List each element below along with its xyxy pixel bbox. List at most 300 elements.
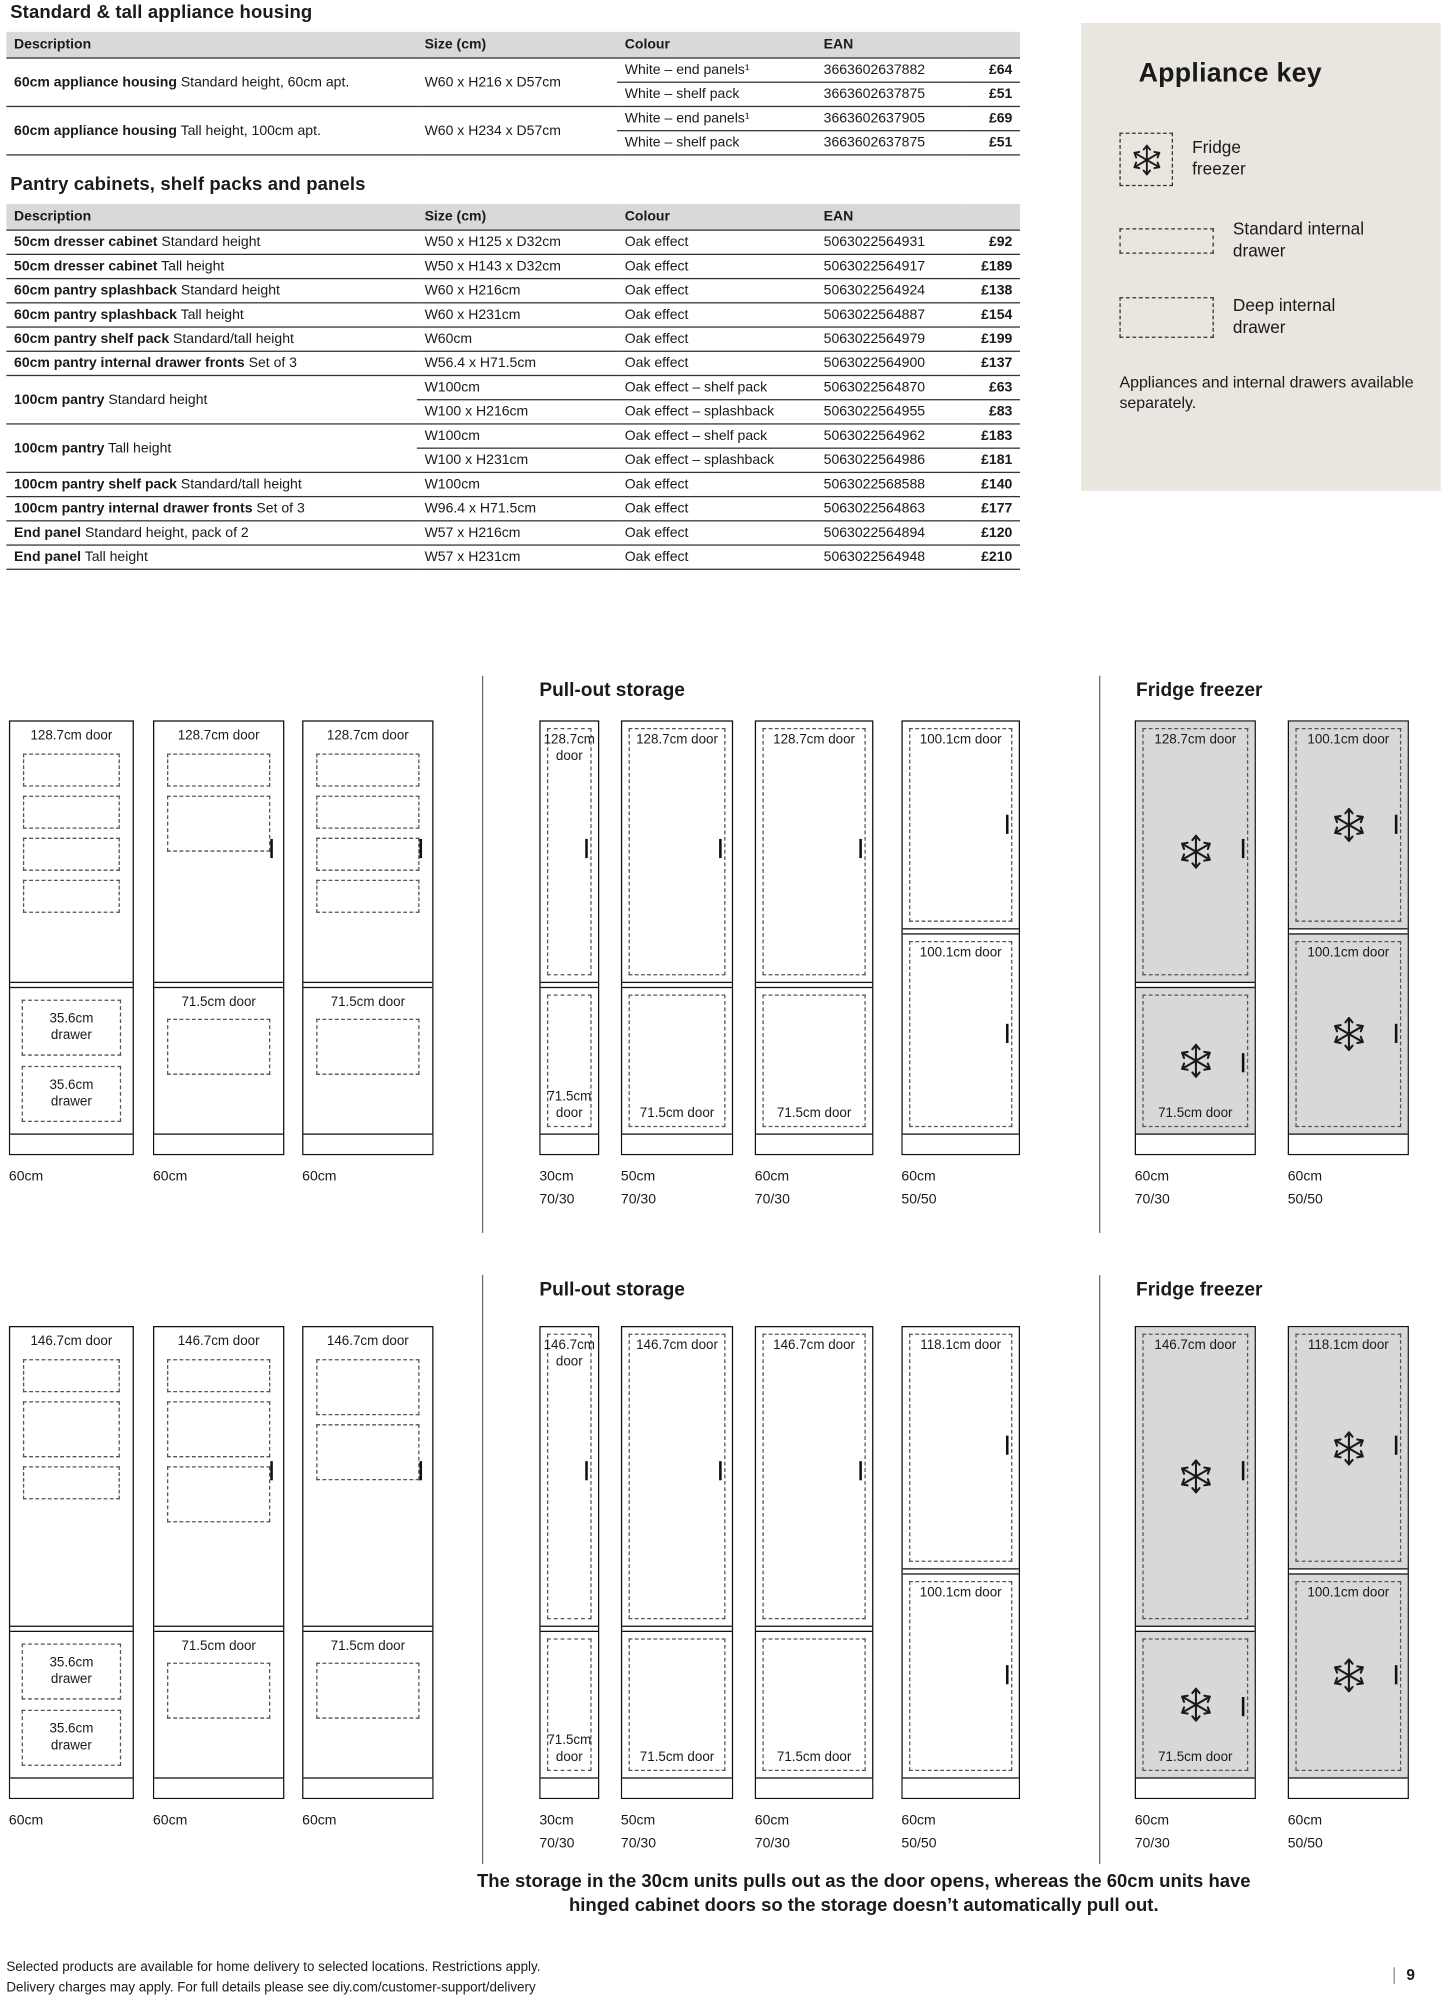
door-label: 146.7cm door xyxy=(1154,1337,1237,1353)
cabinet-bottom-door xyxy=(10,986,132,1134)
cabinet-top-door xyxy=(1289,722,1408,930)
cabinet-unit xyxy=(9,1326,134,1798)
split-ratio-value: 50/50 xyxy=(1287,1835,1323,1851)
cabinet-top-door xyxy=(10,722,132,983)
cell-colour: Oak effect xyxy=(617,254,816,278)
cell-colour: Oak effect xyxy=(617,327,816,351)
door-label: 128.7cm door xyxy=(773,731,856,748)
cabinet-plinth xyxy=(622,1134,732,1153)
door-label: 100.1cm door xyxy=(1307,731,1390,748)
cell-price: £64 xyxy=(963,58,1020,82)
product-name: 50cm dresser cabinet xyxy=(14,258,158,275)
product-variant: Tall height, 100cm apt. xyxy=(180,123,321,139)
cell-price: £189 xyxy=(963,254,1020,278)
snowflake-icon xyxy=(1329,1014,1367,1052)
door-outline xyxy=(909,1580,1012,1770)
cabinet-plinth xyxy=(1289,1778,1408,1797)
cell-price: £140 xyxy=(963,472,1020,496)
door-handle xyxy=(585,1462,587,1481)
internal-drawer-outline xyxy=(316,753,419,786)
cabinet-top-door xyxy=(622,1327,732,1627)
door-outline xyxy=(629,1334,726,1620)
cell-size: W100cm xyxy=(417,424,617,448)
snowflake-icon xyxy=(1176,1457,1214,1495)
product-variant: Standard/tall height xyxy=(173,331,294,347)
cabinet-width-label xyxy=(302,1811,336,1833)
cabinet-top-door xyxy=(154,1327,283,1627)
cabinet-plinth xyxy=(10,1134,132,1153)
fridge-freezer-heading: Fridge freezer xyxy=(1136,679,1263,702)
divider-line xyxy=(482,1275,483,1864)
door-label: 71.5cm door xyxy=(181,993,256,1010)
door-label: 146.7cm door xyxy=(773,1337,856,1353)
cabinet-width-label xyxy=(1288,1167,1323,1212)
cell-size: W100 x H231cm xyxy=(417,448,617,472)
width-value: 50cm xyxy=(620,1813,656,1829)
internal-drawer-outline xyxy=(23,1359,120,1392)
page-number xyxy=(1394,1966,1415,1984)
cell-ean: 5063022564863 xyxy=(816,497,963,521)
cell-ean: 5063022564931 xyxy=(816,230,963,254)
door-handle xyxy=(1395,815,1397,834)
door-label: 118.1cm door xyxy=(1307,1337,1389,1353)
door-handle xyxy=(719,839,721,858)
width-value: 60cm xyxy=(302,1813,337,1829)
door-label: 100.1cm door xyxy=(1307,944,1390,960)
cell-ean: 5063022564979 xyxy=(816,327,963,351)
product-name: 100cm pantry internal drawer fronts xyxy=(14,501,253,517)
col-header-size: Size (cm) xyxy=(417,32,617,58)
width-value: 60cm xyxy=(1134,1813,1170,1829)
appliance-key-note: Appliances and internal drawers available separately. xyxy=(1119,372,1414,412)
cabinet-bottom-door xyxy=(154,1630,283,1778)
cell-price: £69 xyxy=(963,106,1020,130)
cabinet-width-label xyxy=(755,1811,790,1856)
internal-drawer-outline xyxy=(23,753,120,786)
product-name: 60cm pantry shelf pack xyxy=(14,331,170,347)
internal-drawer-outline xyxy=(316,795,419,828)
internal-drawer-outline xyxy=(167,1401,270,1457)
cabinet-unit xyxy=(901,1326,1020,1798)
col-header-ean: EAN xyxy=(816,204,963,230)
split-ratio-value: 50/50 xyxy=(901,1191,937,1207)
product-name: 100cm pantry xyxy=(14,392,105,408)
door-label: 100.1cm door xyxy=(1307,1584,1390,1600)
drawer-label: 35.6cm drawer xyxy=(49,1077,94,1109)
door-outline xyxy=(762,1334,865,1620)
cabinet-bottom-door xyxy=(1289,1573,1408,1778)
cell-price: £51 xyxy=(963,82,1020,106)
cell-ean: 5063022564917 xyxy=(816,254,963,278)
cabinet-unit xyxy=(153,1326,284,1798)
width-value: 30cm xyxy=(539,1169,574,1185)
door-label: 71.5cm door xyxy=(330,1637,406,1654)
door-label: 146.7cm door xyxy=(30,1333,113,1349)
cabinet-top-door xyxy=(303,722,432,983)
cabinet-top-door xyxy=(303,1327,432,1627)
key-item-label: Standard internal drawer xyxy=(1232,219,1365,260)
split-ratio-value: 70/30 xyxy=(1134,1191,1170,1207)
width-value: 60cm xyxy=(1287,1813,1323,1829)
pullout-storage-heading: Pull-out storage xyxy=(539,1278,685,1301)
door-handle xyxy=(1395,1665,1397,1684)
internal-drawer-outline xyxy=(23,795,120,828)
internal-drawer-outline xyxy=(22,1643,121,1699)
cell-ean: 3663602637882 xyxy=(816,58,963,82)
drawer-label: 35.6cm drawer xyxy=(49,1010,94,1043)
cell-ean: 5063022564948 xyxy=(816,545,963,569)
door-handle xyxy=(585,839,587,858)
cabinet-width-label xyxy=(9,1811,43,1833)
housing-table-heading: Standard & tall appliance housing xyxy=(10,2,313,23)
door-label: 71.5cm door xyxy=(330,993,406,1010)
cabinet-top-door xyxy=(622,722,732,983)
cabinet-width-label xyxy=(539,1811,574,1856)
cabinet-plinth xyxy=(1289,1134,1408,1153)
cabinet-unit xyxy=(539,720,599,1154)
width-value: 60cm xyxy=(754,1169,790,1185)
cabinet-plinth xyxy=(154,1778,283,1797)
door-handle xyxy=(1006,815,1008,834)
cabinet-top-door xyxy=(756,1327,872,1627)
cabinet-plinth xyxy=(903,1134,1019,1153)
cell-ean: 5063022564900 xyxy=(816,351,963,375)
product-name: 100cm pantry shelf pack xyxy=(14,476,177,493)
product-name: End panel xyxy=(14,549,82,565)
width-value: 60cm xyxy=(8,1169,44,1185)
internal-drawer-outline xyxy=(167,1359,270,1392)
cabinet-plinth xyxy=(1136,1134,1255,1153)
product-name: 60cm appliance housing xyxy=(14,123,177,139)
col-header-ean: EAN xyxy=(816,32,963,58)
cell-size: W60cm xyxy=(417,327,617,351)
cabinet-width-label xyxy=(1135,1811,1170,1856)
cell-ean: 5063022564894 xyxy=(816,521,963,545)
internal-drawer-outline xyxy=(316,879,419,912)
door-handle xyxy=(271,1462,273,1481)
cabinet-top-door xyxy=(10,1327,132,1627)
cell-size: W60 x H231cm xyxy=(417,303,617,327)
col-header-colour: Colour xyxy=(617,32,816,58)
cabinet-top-door xyxy=(1136,1327,1255,1627)
cabinet-plinth xyxy=(622,1778,732,1797)
cell-ean: 5063022564887 xyxy=(816,303,963,327)
door-label: 128.7cm door xyxy=(177,728,260,744)
cabinet-plinth xyxy=(903,1778,1019,1797)
cabinet-width-label xyxy=(1288,1811,1323,1856)
cabinet-unit xyxy=(621,720,733,1154)
cell-colour: White – shelf pack xyxy=(617,131,816,155)
internal-drawer-outline xyxy=(316,837,419,870)
cell-price: £199 xyxy=(963,327,1020,351)
cabinet-unit xyxy=(302,720,433,1154)
cell-price: £120 xyxy=(963,521,1020,545)
cabinet-plinth xyxy=(10,1778,132,1797)
cell-ean: 3663602637875 xyxy=(816,131,963,155)
cell-size: W57 x H231cm xyxy=(417,545,617,569)
product-variant: Tall height xyxy=(84,549,148,565)
cell-ean: 3663602637905 xyxy=(816,106,963,130)
footer-line-1: Selected products are available for home delivery to selected locations. Restrictions apply. xyxy=(6,1959,541,1975)
cabinet-bottom-door xyxy=(1136,986,1255,1134)
cell-price: £63 xyxy=(963,375,1020,399)
cabinet-plinth xyxy=(541,1134,598,1153)
cabinet-unit xyxy=(539,1326,599,1798)
cell-price: £183 xyxy=(963,424,1020,448)
cell-price: £154 xyxy=(963,303,1020,327)
product-name: 60cm pantry internal drawer fronts xyxy=(14,355,245,372)
product-name: 100cm pantry xyxy=(14,440,105,456)
door-label: 128.7cm door xyxy=(1154,731,1237,748)
cell-ean: 5063022564986 xyxy=(816,448,963,472)
cell-size: W50 x H125 x D32cm xyxy=(417,230,617,254)
cell-ean: 5063022564955 xyxy=(816,400,963,424)
drawer-label: 35.6cm drawer xyxy=(49,1721,94,1753)
cabinet-top-door xyxy=(541,722,598,983)
cabinet-bottom-door xyxy=(1136,1630,1255,1778)
cell-colour: Oak effect xyxy=(617,521,816,545)
product-variant: Standard height xyxy=(108,392,208,408)
door-label: 146.7cm door xyxy=(543,1337,595,1369)
cell-colour: Oak effect xyxy=(617,303,816,327)
cabinet-bottom-door xyxy=(756,1630,872,1778)
cabinet-bottom-door xyxy=(756,986,872,1134)
cell-price: £138 xyxy=(963,279,1020,303)
cabinet-width-label xyxy=(1135,1167,1170,1212)
width-value: 60cm xyxy=(754,1813,790,1829)
door-handle xyxy=(1242,1462,1244,1481)
split-ratio-value: 70/30 xyxy=(539,1835,575,1851)
cabinet-width-label xyxy=(153,1811,187,1833)
cabinet-bottom-door xyxy=(303,1630,432,1778)
snowflake-icon xyxy=(1329,806,1367,844)
door-label: 71.5cm door xyxy=(547,1733,592,1765)
divider-line xyxy=(482,676,483,1233)
cabinet-bottom-door xyxy=(154,986,283,1134)
cell-ean: 5063022564924 xyxy=(816,279,963,303)
page-number-divider xyxy=(1394,1967,1395,1984)
internal-drawer-outline xyxy=(167,1019,270,1075)
internal-drawer-outline xyxy=(22,1709,121,1765)
door-label: 128.7cm door xyxy=(543,731,595,764)
door-outline xyxy=(909,1334,1012,1562)
cell-price: £181 xyxy=(963,448,1020,472)
cabinet-width-label xyxy=(153,1167,187,1189)
cabinet-top-door xyxy=(1136,722,1255,983)
divider-line xyxy=(1099,676,1100,1233)
pullout-storage-heading: Pull-out storage xyxy=(539,679,685,702)
cabinet-width-label xyxy=(9,1167,43,1189)
product-variant: Tall height xyxy=(161,258,225,275)
pantry-table-heading: Pantry cabinets, shelf packs and panels xyxy=(10,174,366,196)
door-handle xyxy=(420,1462,422,1481)
door-handle xyxy=(719,1462,721,1481)
door-label: 71.5cm door xyxy=(776,1749,852,1765)
cabinet-unit xyxy=(302,1326,433,1798)
cell-ean: 5063022568588 xyxy=(816,472,963,496)
cabinet-unit xyxy=(1288,720,1409,1154)
col-header-description: Description xyxy=(6,32,417,58)
cabinet-top-door xyxy=(756,722,872,983)
product-variant: Standard height, 60cm apt. xyxy=(180,74,350,90)
door-handle xyxy=(1006,1023,1008,1042)
footer-line-2: Delivery charges may apply. For full details please see diy.com/customer-support/delivery xyxy=(6,1979,536,1996)
cabinet-diagram-row xyxy=(0,676,1451,1233)
cell-colour: Oak effect xyxy=(617,545,816,569)
product-variant: Set of 3 xyxy=(248,355,297,372)
internal-drawer-outline xyxy=(167,1663,270,1719)
product-variant: Tall height xyxy=(108,440,172,456)
key-item-label: Fridge freezer xyxy=(1192,137,1246,179)
divider-line xyxy=(1099,1275,1100,1864)
split-ratio-value: 70/30 xyxy=(620,1191,657,1207)
door-handle xyxy=(1006,1436,1008,1455)
door-label: 146.7cm door xyxy=(326,1333,409,1349)
door-label: 71.5cm door xyxy=(639,1749,715,1765)
footer xyxy=(6,1958,540,1998)
cell-price: £210 xyxy=(963,545,1020,569)
door-handle xyxy=(1242,839,1244,858)
snowflake-icon xyxy=(1176,1041,1214,1079)
internal-drawer-outline xyxy=(316,1359,419,1415)
product-name: 50cm dresser cabinet xyxy=(14,234,158,250)
cell-size: W50 x H143 x D32cm xyxy=(417,254,617,278)
product-variant: Set of 3 xyxy=(256,501,305,517)
door-label: 100.1cm door xyxy=(919,944,1002,960)
product-name: 60cm pantry splashback xyxy=(14,307,177,323)
cabinet-unit xyxy=(755,720,874,1154)
key-item-label: Deep internal drawer xyxy=(1232,295,1336,337)
cabinet-unit xyxy=(9,720,134,1154)
product-name: End panel xyxy=(14,525,82,541)
internal-drawer-outline xyxy=(316,1663,419,1719)
cabinet-width-label xyxy=(901,1811,936,1856)
door-label: 71.5cm door xyxy=(1158,1105,1233,1121)
cabinet-plinth xyxy=(756,1134,872,1153)
width-value: 50cm xyxy=(620,1169,656,1185)
cell-colour: Oak effect xyxy=(617,279,816,303)
width-value: 60cm xyxy=(153,1169,188,1185)
internal-drawer-outline xyxy=(167,753,270,786)
cell-size: W60 x H234 x D57cm xyxy=(417,106,617,154)
col-header-size: Size (cm) xyxy=(417,204,617,230)
cell-price: £137 xyxy=(963,351,1020,375)
split-ratio-value: 70/30 xyxy=(754,1835,790,1851)
cabinet-unit xyxy=(153,720,284,1154)
door-handle xyxy=(860,1462,862,1481)
cabinet-bottom-door xyxy=(1289,933,1408,1134)
cabinet-top-door xyxy=(541,1327,598,1627)
cabinet-bottom-door xyxy=(303,986,432,1134)
cell-size: W96.4 x H71.5cm xyxy=(417,497,617,521)
snowflake-icon xyxy=(1176,1685,1214,1723)
cabinet-bottom-door xyxy=(622,986,732,1134)
door-label: 128.7cm door xyxy=(30,728,113,744)
cabinet-plinth xyxy=(541,1778,598,1797)
cell-colour: Oak effect xyxy=(617,351,816,375)
door-label: 71.5cm door xyxy=(547,1089,592,1121)
cell-colour: White – end panels¹ xyxy=(617,106,816,130)
cabinet-plinth xyxy=(303,1134,432,1153)
cell-colour: Oak effect xyxy=(617,230,816,254)
door-label: 128.7cm door xyxy=(636,731,718,748)
cell-colour: Oak effect – splashback xyxy=(617,448,816,472)
cabinet-unit xyxy=(621,1326,733,1798)
cabinet-width-label xyxy=(621,1811,656,1856)
cabinet-unit xyxy=(1288,1326,1409,1798)
cell-size: W100cm xyxy=(417,472,617,496)
split-ratio-value: 70/30 xyxy=(754,1191,790,1207)
cabinet-top-door xyxy=(903,1327,1019,1569)
cell-colour: Oak effect xyxy=(617,497,816,521)
product-variant: Standard height xyxy=(180,283,280,299)
internal-drawer-outline xyxy=(167,1466,270,1522)
cell-price: £177 xyxy=(963,497,1020,521)
col-header-description: Description xyxy=(6,204,417,230)
cell-colour: White – shelf pack xyxy=(617,82,816,106)
cell-colour: Oak effect – shelf pack xyxy=(617,375,816,399)
cell-colour: White – end panels¹ xyxy=(617,58,816,82)
door-handle xyxy=(1006,1665,1008,1684)
width-value: 30cm xyxy=(539,1813,574,1829)
internal-drawer-outline xyxy=(23,837,120,870)
page-number-value: 9 xyxy=(1406,1966,1415,1984)
cell-ean: 5063022564962 xyxy=(816,424,963,448)
cell-colour: Oak effect – shelf pack xyxy=(617,424,816,448)
door-handle xyxy=(1395,1023,1397,1042)
door-outline xyxy=(909,940,1012,1126)
internal-drawer-outline xyxy=(23,879,120,912)
cell-size: W57 x H216cm xyxy=(417,521,617,545)
cell-ean: 3663602637875 xyxy=(816,82,963,106)
width-value: 60cm xyxy=(901,1169,936,1185)
door-label: 71.5cm door xyxy=(639,1105,715,1121)
width-value: 60cm xyxy=(153,1813,188,1829)
internal-drawer-outline xyxy=(316,1019,419,1075)
cell-price: £51 xyxy=(963,131,1020,155)
door-label: 118.1cm door xyxy=(920,1337,1002,1353)
door-handle xyxy=(860,839,862,858)
width-value: 60cm xyxy=(1134,1169,1170,1185)
split-ratio-value: 70/30 xyxy=(539,1191,575,1207)
product-variant: Standard height xyxy=(161,234,261,250)
door-label: 100.1cm door xyxy=(919,1584,1002,1600)
cell-size: W60 x H216cm xyxy=(417,279,617,303)
internal-drawer-outline xyxy=(316,1424,419,1480)
cabinet-top-door xyxy=(903,722,1019,930)
appliance-key-title: Appliance key xyxy=(1138,58,1322,88)
cabinet-width-label xyxy=(755,1167,790,1212)
internal-drawer-outline xyxy=(22,1065,121,1121)
internal-drawer-outline xyxy=(167,795,270,851)
product-name: 60cm pantry splashback xyxy=(14,283,177,299)
storage-note: The storage in the 30cm units pulls out as the door opens, whereas the 60cm units have hinged cabinet doors so the storage doesn’t automatically pull out. xyxy=(477,1871,1251,1917)
product-variant: Standard height, pack of 2 xyxy=(84,525,249,541)
product-variant: Tall height xyxy=(180,307,244,323)
door-label: 71.5cm door xyxy=(1158,1749,1233,1765)
snowflake-icon xyxy=(1329,1656,1367,1694)
door-label: 71.5cm door xyxy=(181,1637,256,1654)
cabinet-bottom-door xyxy=(903,1573,1019,1778)
cabinet-unit xyxy=(1135,1326,1256,1798)
cabinet-unit xyxy=(1135,720,1256,1154)
cell-size: W60 x H216 x D57cm xyxy=(417,58,617,106)
cabinet-unit xyxy=(755,1326,874,1798)
cabinet-plinth xyxy=(303,1778,432,1797)
door-label: 146.7cm door xyxy=(177,1333,260,1349)
width-value: 60cm xyxy=(8,1813,44,1829)
cabinet-plinth xyxy=(154,1134,283,1153)
